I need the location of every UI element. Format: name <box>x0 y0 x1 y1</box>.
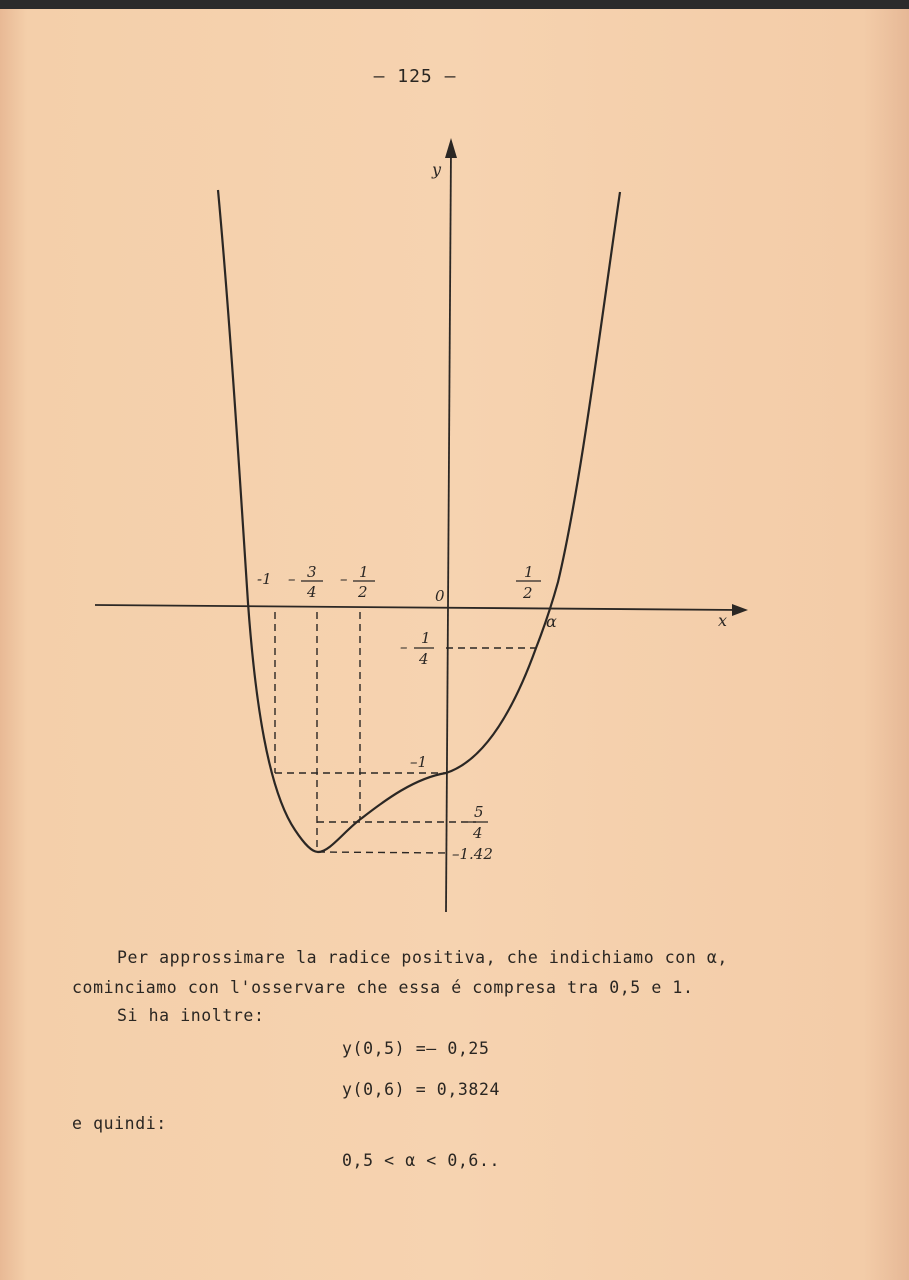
page-number: – 125 – <box>373 66 457 87</box>
paragraph-line-3: Si ha inoltre: <box>117 1006 265 1025</box>
equation-1: y(0,5) =– 0,25 <box>342 1039 490 1058</box>
x-tick-minus1-2-den: 2 <box>358 583 368 601</box>
paragraph-line-2: cominciamo con l'osservare che essa é compresa tra 0,5 e 1. <box>72 978 694 997</box>
x-tick-1-2-den: 2 <box>523 584 533 602</box>
equation-2: y(0,6) = 0,3824 <box>342 1080 501 1099</box>
x-tick-minus1-2-sign: – <box>340 570 348 588</box>
x-tick-minus1-2-num: 1 <box>359 563 369 581</box>
y-tick-minus1-4-num: 1 <box>421 629 431 647</box>
y-tick-minus1-4-den: 4 <box>419 650 429 668</box>
paragraph-line-1: Per approssimare la radice positiva, che indichiamo con α, <box>117 948 728 967</box>
y-tick-minus1-42: –1.42 <box>452 845 493 863</box>
x-axis-arrow <box>732 604 748 616</box>
guide-h-minus1-42 <box>318 852 450 853</box>
x-axis-label: x <box>718 611 728 630</box>
x-axis <box>95 605 740 610</box>
paragraph-line-4: e quindi: <box>72 1114 167 1133</box>
x-tick-minus3-4-sign: – <box>288 570 296 588</box>
origin-label: 0 <box>435 587 445 605</box>
y-tick-minus1: –1 <box>410 753 428 771</box>
x-tick-minus1: -1 <box>257 570 272 588</box>
y-axis <box>446 148 451 912</box>
y-tick-minus1-4-sign: – <box>400 638 408 656</box>
equation-3: 0,5 < α < 0,6.. <box>342 1151 501 1170</box>
y-tick-minus5-4-den: 4 <box>473 824 483 842</box>
x-tick-1-2-num: 1 <box>524 563 534 581</box>
x-tick-minus3-4-den: 4 <box>307 583 317 601</box>
y-axis-label: y <box>432 160 442 179</box>
x-tick-minus3-4-num: 3 <box>307 563 317 581</box>
root-alpha-label: α <box>546 612 557 631</box>
y-tick-minus5-4-num: 5 <box>474 803 484 821</box>
y-axis-arrow <box>445 138 457 158</box>
